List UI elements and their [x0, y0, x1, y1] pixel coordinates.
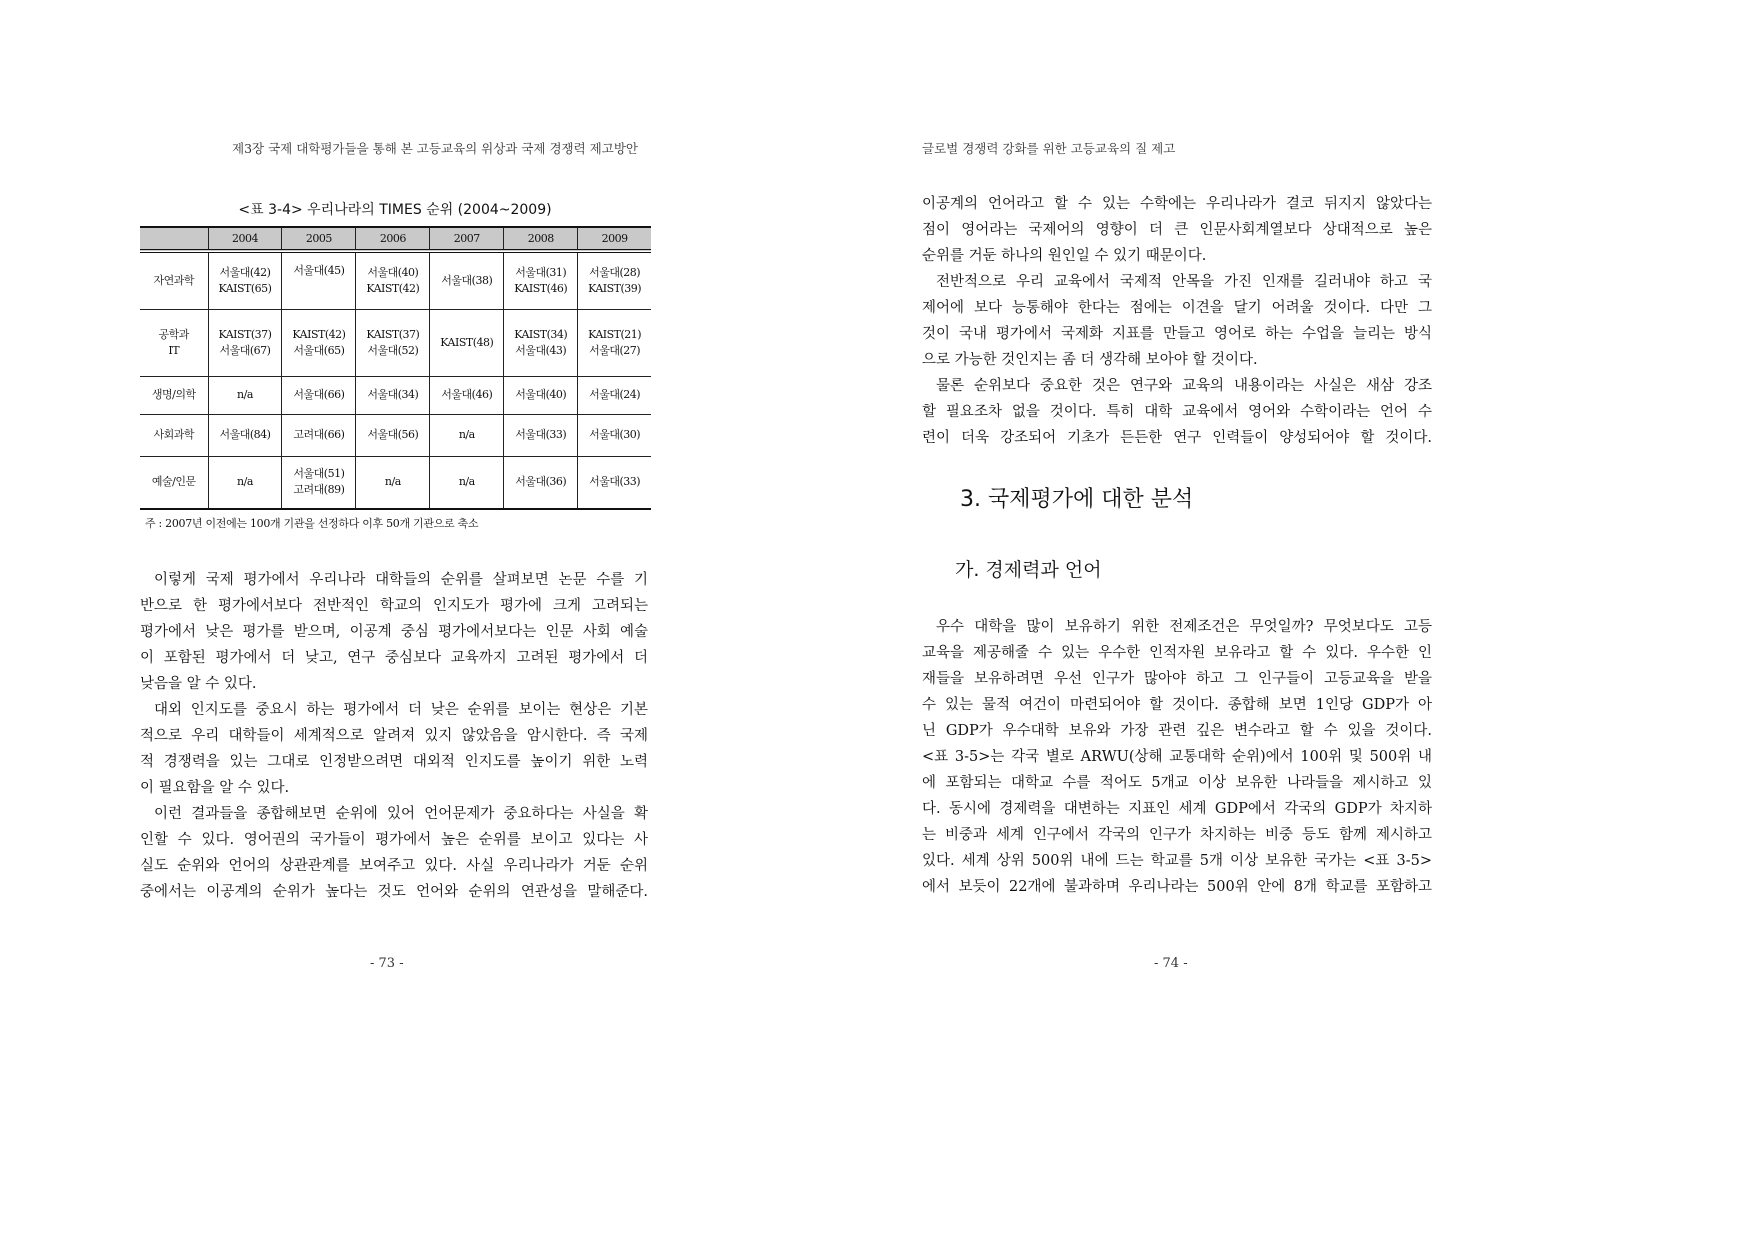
row-label: 사회과학	[153, 428, 194, 441]
column-header	[140, 227, 208, 251]
column-header: 2007	[430, 227, 504, 251]
right-body-text-top	[922, 191, 1432, 451]
right-body-text-bottom	[922, 614, 1432, 900]
table-cell: KAIST(48)	[430, 309, 504, 376]
text-line: 으로 가능한 것인지는 좀 더 생각해 보아야 할 것이다.	[922, 352, 1258, 368]
table-cell: 서울대(24)	[578, 376, 651, 414]
table-cell: n/a	[356, 456, 430, 509]
row-label: 자연과학	[153, 273, 194, 287]
running-head-left: 제3장 국제 대학평가들을 통해 본 고등교육의 위상과 국제 경쟁력 제고방안	[232, 141, 638, 156]
column-header: 2006	[356, 227, 430, 251]
text-line: 전반적으로 우리 교육에서 국제적 안목을 가진 인재를 길러내야 하고 국	[936, 274, 1432, 290]
text-line: 에서 보듯이 22개에 불과하며 우리나라는 500위 안에 8개 학교를 포함하고	[922, 879, 1432, 895]
text-line: 련이 더욱 강조되어 기초가 든든한 연구 인력들이 양성되어야 할 것이다.	[922, 430, 1432, 446]
table-row	[140, 414, 651, 456]
text-line: 제어에 보다 능통해야 한다는 점에는 이견을 달기 어려울 것이다. 다만 그	[922, 300, 1432, 316]
table-cell: 서울대(42) KAIST(65)	[208, 251, 282, 309]
table-cell: 서울대(31) KAIST(46)	[504, 251, 578, 309]
table-note: 주 : 2007년 이전에는 100개 기관을 선정하다 이후 50개 기관으로 축소	[145, 517, 479, 530]
subsection-heading: 가. 경제력과 언어	[955, 559, 1102, 581]
table-cell: n/a	[430, 456, 504, 509]
table-row	[140, 251, 651, 309]
table-caption: <표 3-4> 우리나라의 TIMES 순위 (2004~2009)	[238, 202, 552, 218]
text-line: 순위를 거둔 하나의 원인일 수 있기 때문이다.	[922, 248, 1207, 264]
text-line: 재들을 보유하려면 우선 인구가 많아야 하고 그 인구들이 고등교육을 받을	[922, 671, 1432, 687]
table-cell: 서울대(28) KAIST(39)	[578, 251, 651, 309]
text-line: 에 포함되는 대학교 수를 적어도 5개교 이상 보유한 나라들을 제시하고 있	[922, 775, 1432, 791]
text-line: 대외 인지도를 중요시 하는 평가에서 더 낮은 순위를 보이는 현상은 기본	[154, 702, 648, 718]
table-cell: KAIST(21) 서울대(27)	[578, 309, 651, 376]
text-line: 낮음을 알 수 있다.	[140, 676, 257, 692]
row-label: 예술/인문	[151, 475, 196, 489]
column-header: 2005	[282, 227, 356, 251]
table-cell: n/a	[208, 456, 282, 509]
text-line: 는 비중과 세계 인구에서 각국의 인구가 차지하는 비중 등도 함께 제시하고	[922, 827, 1432, 843]
table-cell: 고려대(66)	[282, 414, 356, 456]
table-cell: n/a	[430, 414, 504, 456]
text-line: 반으로 한 평가에서보다 전반적인 학교의 인지도가 평가에 크게 고려되는	[140, 598, 648, 614]
text-line: 이 포함된 평가에서 더 낮고, 연구 중심보다 교육까지 고려된 평가에서 더	[140, 650, 648, 666]
text-line: 물론 순위보다 중요한 것은 연구와 교육의 내용이라는 사실은 새삼 강조	[936, 378, 1432, 394]
text-line: 중에서는 이공계의 순위가 높다는 것도 언어와 순위의 연관성을 말해준다.	[140, 884, 648, 900]
table-cell: n/a	[208, 376, 282, 414]
text-line: 있다. 세계 상위 500위 내에 드는 학교를 5개 이상 보유한 국가는 <표 3-5>	[922, 853, 1432, 869]
row-label: 생명/의학	[151, 388, 196, 401]
table-cell: 서울대(36)	[504, 456, 578, 509]
text-line: 수 있는 물적 여건이 마련되어야 할 것이다. 종합해 보면 1인당 GDP가 아	[922, 697, 1432, 713]
table-cell: 서울대(33)	[578, 456, 651, 509]
column-header: 2009	[578, 227, 651, 251]
text-line: <표 3-5>는 각국 별로 ARWU(상해 교통대학 순위)에서 100위 및 500위 내	[922, 749, 1432, 765]
text-line: 교육을 제공해줄 수 있는 우수한 인적자원 보유라고 할 수 있다. 우수한 인	[922, 645, 1432, 661]
table-cell: 서울대(33)	[504, 414, 578, 456]
text-line: 이렇게 국제 평가에서 우리나라 대학들의 순위를 살펴보면 논문 수를 기	[154, 572, 648, 588]
page-number-left: - 73 -	[370, 956, 404, 971]
table-cell: 서울대(56)	[356, 414, 430, 456]
table-cell: 서울대(40)	[504, 376, 578, 414]
text-line: 이 필요함을 알 수 있다.	[140, 780, 290, 796]
left-body-text	[140, 567, 648, 905]
column-header: 2004	[208, 227, 282, 251]
text-line: 이공계의 언어라고 할 수 있는 수학에는 우리나라가 결코 뒤지지 않았다는	[922, 196, 1432, 212]
table-header-row	[140, 227, 651, 251]
table-cell: KAIST(34) 서울대(43)	[504, 309, 578, 376]
page-number-right: - 74 -	[1154, 956, 1188, 971]
column-header: 2008	[504, 227, 578, 251]
table-cell: 서울대(40) KAIST(42)	[356, 251, 430, 309]
section-heading: 3. 국제평가에 대한 분석	[960, 487, 1194, 512]
table-cell: 서울대(34)	[356, 376, 430, 414]
table-cell: KAIST(42) 서울대(65)	[282, 309, 356, 376]
table-cell: KAIST(37) 서울대(67)	[208, 309, 282, 376]
table-cell: KAIST(37) 서울대(52)	[356, 309, 430, 376]
table-row	[140, 309, 651, 376]
table-cell: 서울대(45)	[282, 251, 356, 309]
table-row	[140, 376, 651, 414]
text-line: 닌 GDP가 우수대학 보유와 가장 관련 깊은 변수라고 할 수 있을 것이다.	[922, 723, 1432, 739]
text-line: 실도 순위와 언어의 상관관계를 보여주고 있다. 사실 우리나라가 거둔 순위	[140, 858, 648, 874]
text-line: 것이 국내 평가에서 국제화 지표를 만들고 영어로 하는 수업을 늘리는 방식	[922, 326, 1432, 342]
table-cell: 서울대(51) 고려대(89)	[282, 456, 356, 509]
text-line: 이런 결과들을 종합해보면 순위에 있어 언어문제가 중요하다는 사실을 확	[154, 806, 648, 822]
text-line: 다. 동시에 경제력을 대변하는 지표인 세계 GDP에서 각국의 GDP가 차지하	[922, 801, 1432, 817]
text-line: 할 필요조차 없을 것이다. 특히 대학 교육에서 영어와 수학이라는 언어 수	[922, 404, 1432, 420]
text-line: 적으로 우리 대학들이 세계적으로 알려져 있지 않았음을 암시한다. 즉 국제	[140, 728, 648, 744]
table-row	[140, 456, 651, 509]
table-cell: 서울대(46)	[430, 376, 504, 414]
text-line: 우수 대학을 많이 보유하기 위한 전제조건은 무엇일까? 무엇보다도 고등	[936, 619, 1432, 635]
row-label: 공학과 IT	[158, 327, 189, 357]
running-head-right: 글로벌 경쟁력 강화를 위한 고등교육의 질 제고	[922, 141, 1176, 156]
times-ranking-table	[140, 226, 651, 510]
table-cell: 서울대(30)	[578, 414, 651, 456]
table-cell: 서울대(38)	[430, 251, 504, 309]
table-cell: 서울대(66)	[282, 376, 356, 414]
text-line: 인할 수 있다. 영어권의 국가들이 평가에서 높은 순위를 보이고 있다는 사	[140, 832, 648, 848]
text-line: 평가에서 낮은 평가를 받으며, 이공계 중심 평가에서보다는 인문 사회 예술	[140, 624, 648, 640]
table-cell: 서울대(84)	[208, 414, 282, 456]
text-line: 적 경쟁력을 있는 그대로 인정받으려면 대외적 인지도를 높이기 위한 노력	[140, 754, 648, 770]
text-line: 점이 영어라는 국제어의 영향이 더 큰 인문사회계열보다 상대적으로 높은	[922, 222, 1432, 238]
